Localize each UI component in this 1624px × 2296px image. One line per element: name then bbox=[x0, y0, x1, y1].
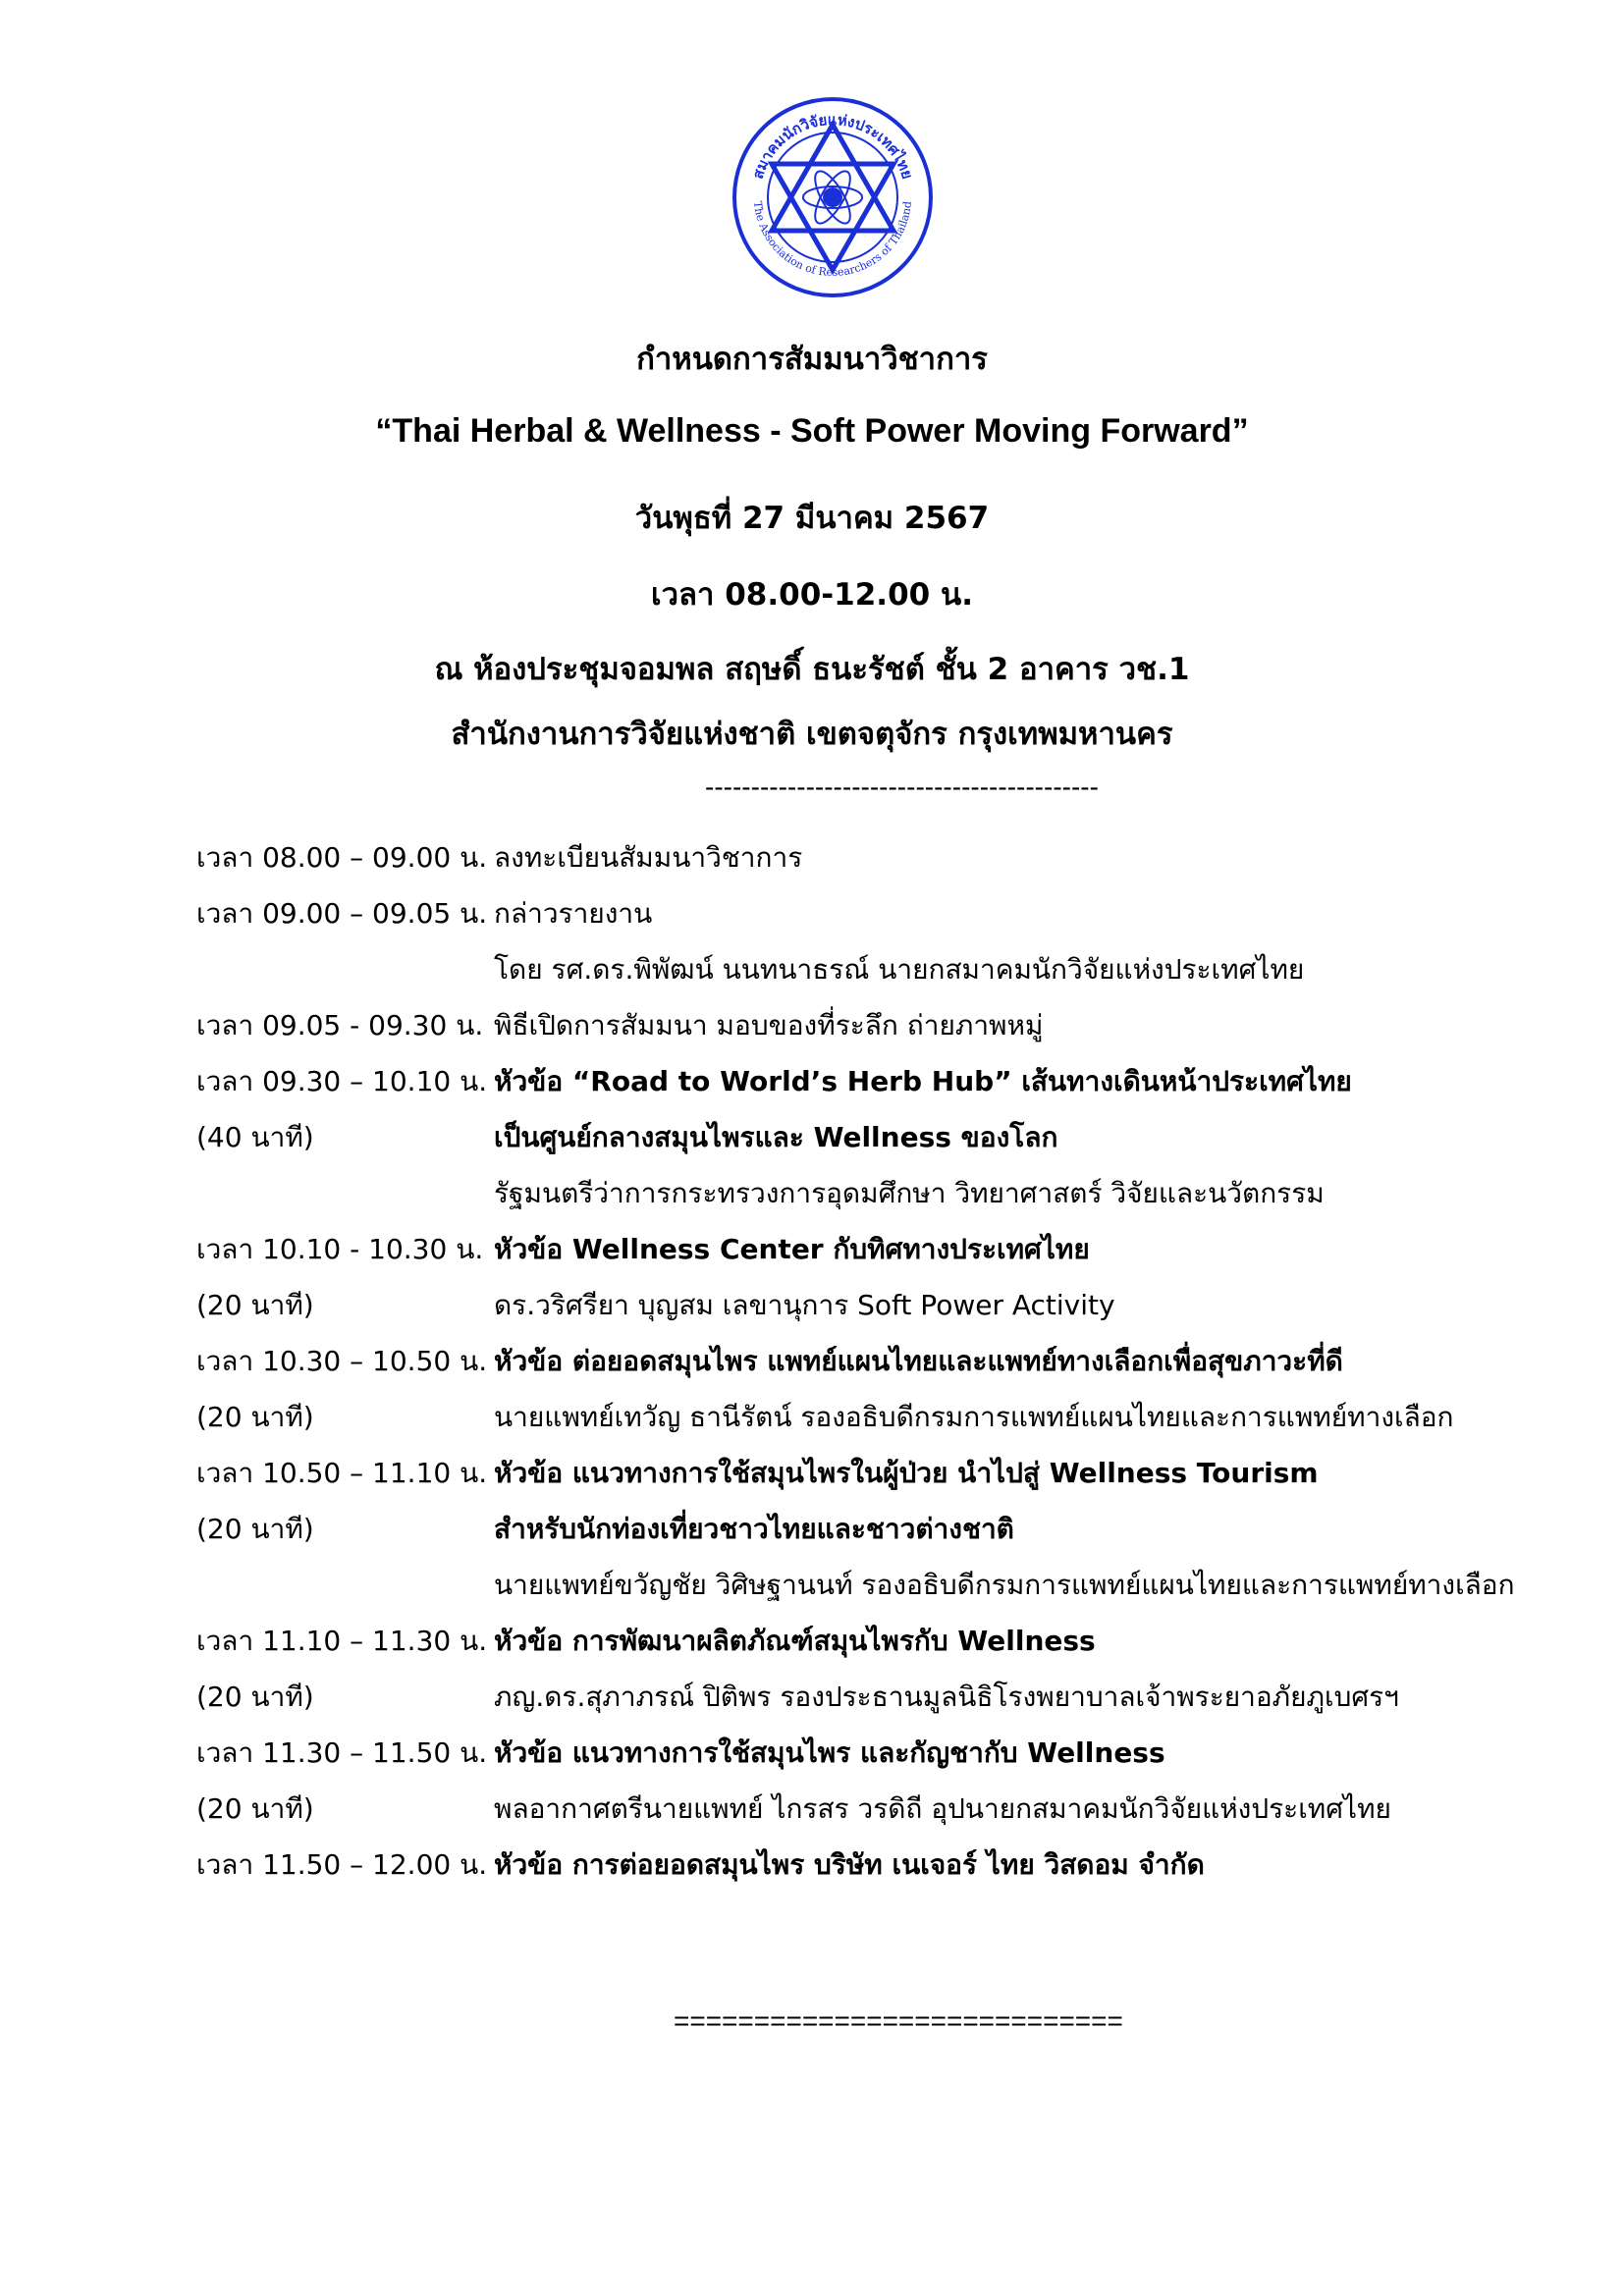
agenda-description: พิธีเปิดการสัมมนา มอบของที่ระลึก ถ่ายภาพหมู่ bbox=[494, 1009, 1044, 1041]
page-title: กำหนดการสัมมนาวิชาการ bbox=[636, 342, 988, 377]
agenda-description: หัวข้อ “Road to World’s Herb Hub” เส้นทางเดินหน้าประเทศไทย bbox=[494, 1065, 1352, 1097]
seminar-title: “Thai Herbal & Wellness - Soft Power Moving Forward” bbox=[375, 412, 1249, 450]
agenda-time: (20 นาที) bbox=[196, 1401, 314, 1433]
agenda-description: กล่าวรายงาน bbox=[494, 897, 653, 930]
agenda-description: หัวข้อ การพัฒนาผลิตภัณฑ์สมุนไพรกับ Wellness bbox=[494, 1625, 1096, 1657]
agenda-row bbox=[0, 1676, 1624, 1731]
agenda-row bbox=[0, 1284, 1624, 1339]
agenda-row bbox=[0, 1788, 1624, 1842]
agenda-time: เวลา 08.00 – 09.00 น. bbox=[196, 841, 488, 874]
agenda-time: (20 นาที) bbox=[196, 1792, 314, 1825]
seminar-organization: สำนักงานการวิจัยแห่งชาติ เขตจตุจักร กรุงเทพมหานคร bbox=[451, 717, 1173, 752]
agenda-row bbox=[0, 1228, 1624, 1283]
agenda-description: โดย รศ.ดร.พิพัฒน์ นนทนาธรณ์ นายกสมาคมนักวิจัยแห่งประเทศไทย bbox=[494, 953, 1305, 986]
agenda-row bbox=[0, 1508, 1624, 1563]
agenda-description: หัวข้อ Wellness Center กับทิศทางประเทศไทย bbox=[494, 1233, 1090, 1265]
agenda-time: (40 นาที) bbox=[196, 1121, 314, 1153]
agenda-row bbox=[0, 1843, 1624, 1898]
agenda-time: เวลา 10.50 – 11.10 น. bbox=[196, 1457, 488, 1489]
svg-text:The Association of Researchers: The Association of Researchers of Thailand bbox=[751, 200, 914, 280]
agenda-time: เวลา 10.30 – 10.50 น. bbox=[196, 1345, 488, 1377]
agenda-description: หัวข้อ การต่อยอดสมุนไพร บริษัท เนเจอร์ ไทย วิสดอม จำกัด bbox=[494, 1848, 1205, 1881]
agenda-time: เวลา 11.30 – 11.50 น. bbox=[196, 1736, 488, 1769]
agenda-description: นายแพทย์เทวัญ ธานีรัตน์ รองอธิบดีกรมการแพทย์แผนไทยและการแพทย์ทางเลือก bbox=[494, 1401, 1454, 1433]
agenda-row bbox=[0, 892, 1624, 947]
divider-bottom: ============================ bbox=[674, 2005, 1123, 2036]
agenda-description: รัฐมนตรีว่าการกระทรวงการอุดมศึกษา วิทยาศาสตร์ วิจัยและนวัตกรรม bbox=[494, 1177, 1325, 1209]
seminar-time: เวลา 08.00-12.00 น. bbox=[651, 577, 973, 613]
agenda-time: เวลา 09.00 – 09.05 น. bbox=[196, 897, 488, 930]
agenda-description: สำหรับนักท่องเที่ยวชาวไทยและชาวต่างชาติ bbox=[494, 1513, 1014, 1545]
agenda-description: ลงทะเบียนสัมมนาวิชาการ bbox=[494, 841, 803, 874]
agenda-description: นายแพทย์ขวัญชัย วิศิษฐานนท์ รองอธิบดีกรมการแพทย์แผนไทยและการแพทย์ทางเลือก bbox=[494, 1569, 1515, 1601]
agenda-row bbox=[0, 1172, 1624, 1227]
agenda-time: (20 นาที) bbox=[196, 1513, 314, 1545]
agenda-row bbox=[0, 836, 1624, 891]
seminar-venue: ณ ห้องประชุมจอมพล สฤษดิ์ ธนะรัชต์ ชั้น 2 อาคาร วช.1 bbox=[434, 652, 1190, 687]
agenda-time: เวลา 11.10 – 11.30 น. bbox=[196, 1625, 488, 1657]
agenda-time: เวลา 09.30 – 10.10 น. bbox=[196, 1065, 488, 1097]
agenda-description: ดร.วริศรียา บุญสม เลขานุการ Soft Power Activity bbox=[494, 1289, 1115, 1321]
agenda-row bbox=[0, 1340, 1624, 1395]
agenda-row bbox=[0, 948, 1624, 1003]
seminar-date: วันพุธที่ 27 มีนาคม 2567 bbox=[634, 501, 990, 536]
agenda-row bbox=[0, 1004, 1624, 1059]
agenda-row bbox=[0, 1452, 1624, 1507]
agenda-time: เวลา 09.05 - 09.30 น. bbox=[196, 1009, 484, 1041]
agenda-time: (20 นาที) bbox=[196, 1289, 314, 1321]
agenda-row bbox=[0, 1060, 1624, 1115]
agenda-description: พลอากาศตรีนายแพทย์ ไกรสร วรดิถี อุปนายกสมาคมนักวิจัยแห่งประเทศไทย bbox=[494, 1792, 1391, 1825]
agenda-time: เวลา 11.50 – 12.00 น. bbox=[196, 1848, 488, 1881]
agenda-time: (20 นาที) bbox=[196, 1681, 314, 1713]
agenda-row bbox=[0, 1564, 1624, 1619]
agenda-row bbox=[0, 1116, 1624, 1171]
agenda-row bbox=[0, 1620, 1624, 1675]
agenda-time: เวลา 10.10 - 10.30 น. bbox=[196, 1233, 484, 1265]
divider-top: ------------------------------------------- bbox=[705, 772, 1099, 802]
association-logo bbox=[731, 95, 935, 299]
agenda-description: หัวข้อ แนวทางการใช้สมุนไพรในผู้ป่วย นำไปสู่ Wellness Tourism bbox=[494, 1457, 1319, 1489]
agenda-description: หัวข้อ ต่อยอดสมุนไพร แพทย์แผนไทยและแพทย์ทางเลือกเพื่อสุขภาวะที่ดี bbox=[494, 1345, 1343, 1377]
svg-text:สมาคมนักวิจัยแห่งประเทศไทย: สมาคมนักวิจัยแห่งประเทศไทย bbox=[748, 110, 917, 182]
agenda-row bbox=[0, 1732, 1624, 1787]
agenda-description: ภญ.ดร.สุภาภรณ์ ปิติพร รองประธานมูลนิธิโรงพยาบาลเจ้าพระยาอภัยภูเบศรฯ bbox=[494, 1681, 1399, 1713]
agenda-description: เป็นศูนย์กลางสมุนไพรและ Wellness ของโลก bbox=[494, 1121, 1058, 1153]
agenda-row bbox=[0, 1396, 1624, 1451]
agenda-description: หัวข้อ แนวทางการใช้สมุนไพร และกัญชากับ Wellness bbox=[494, 1736, 1165, 1769]
